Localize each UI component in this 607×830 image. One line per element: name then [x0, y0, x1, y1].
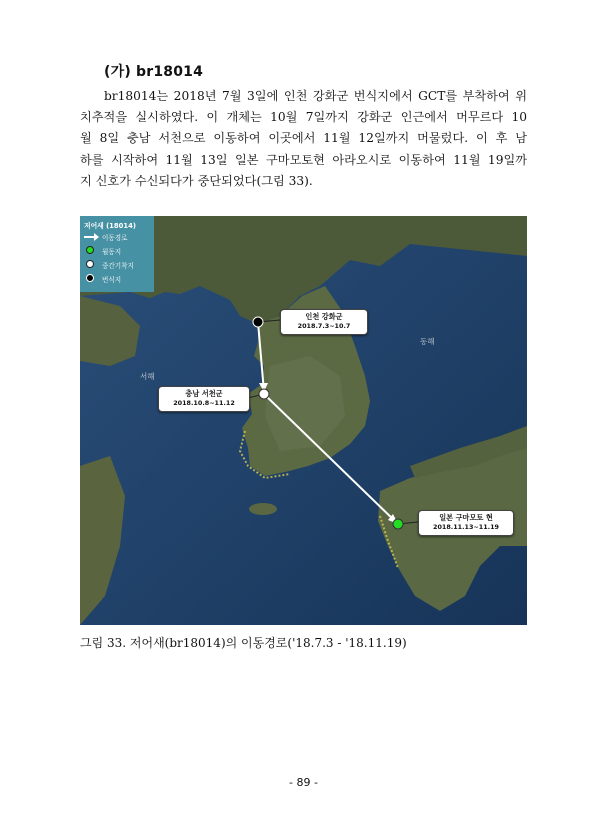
green-dot-icon — [86, 246, 94, 254]
callout-date: 2018.11.13~11.19 — [433, 523, 499, 531]
arrow-icon — [84, 236, 95, 238]
migration-map-figure — [80, 216, 527, 625]
map-legend — [80, 216, 154, 292]
callout-breeding-site — [280, 309, 368, 335]
legend-item-wintering — [84, 246, 121, 256]
callout-stopover-site — [158, 386, 250, 412]
figure-caption: 그림 33. 저어새(br18014)의 이동경로('18.7.3 - '18.11.19) — [80, 636, 407, 650]
wintering-site-marker — [393, 519, 403, 529]
callout-name: 인천 강화군 — [305, 312, 343, 321]
paragraph-line: 월 8일 충남 서천으로 이동하여 이곳에서 11월 12일까지 머물렀다. 이 후 남 — [80, 131, 527, 146]
breeding-site-marker — [253, 317, 263, 327]
body-paragraph — [80, 86, 527, 192]
sea-label-east: 동해 — [420, 337, 435, 346]
legend-label: 이동경로 — [102, 234, 128, 242]
paragraph-line: 하를 시작하여 11월 13일 일본 구마모토현 아라오시로 이동하여 11월 19일까 — [80, 152, 527, 167]
section-heading: (가) br18014 — [104, 64, 204, 80]
callout-date: 2018.7.3~10.7 — [297, 322, 351, 330]
callout-date: 2018.10.8~11.12 — [173, 399, 235, 407]
paragraph-line: 지 신호가 수신되다가 중단되었다(그림 33). — [80, 173, 313, 188]
black-dot-icon — [86, 274, 94, 282]
paragraph-line: br18014는 2018년 7월 3일에 인천 강화군 번식지에서 GCT를 부착하여 위 — [104, 89, 527, 103]
page-number: - 89 - — [289, 776, 318, 789]
callout-name: 일본 구마모토 현 — [439, 513, 493, 522]
legend-item-route — [84, 232, 127, 242]
callout-name: 충남 서천군 — [185, 389, 223, 398]
callout-wintering-site — [418, 510, 514, 536]
stopover-site-marker — [259, 389, 269, 399]
legend-title: 저어새 (18014) — [84, 222, 136, 230]
white-dot-icon — [86, 260, 94, 268]
sea-label-west: 서해 — [140, 372, 155, 381]
jeju-island — [249, 503, 277, 515]
legend-label: 월동지 — [102, 248, 122, 256]
legend-label: 중간기착지 — [102, 262, 134, 270]
paragraph-line: 치추적을 실시하였다. 이 개체는 10월 7일까지 강화군 인근에서 머무르다 10 — [80, 110, 527, 125]
legend-item-stopover — [84, 260, 134, 270]
legend-label: 번식지 — [102, 276, 122, 284]
legend-item-breeding — [84, 274, 121, 284]
